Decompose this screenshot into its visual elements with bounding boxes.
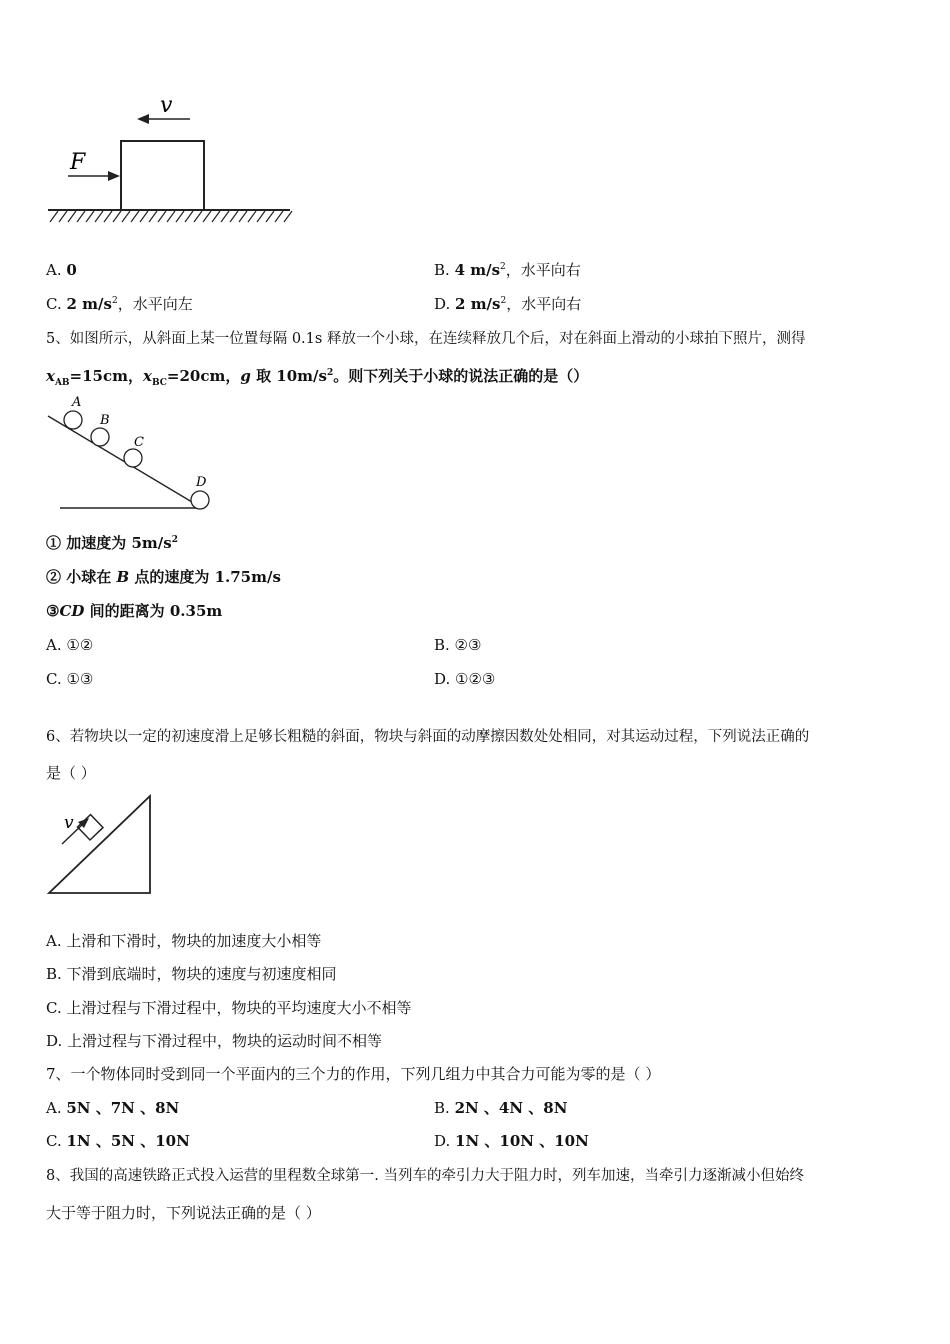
hatch-stroke: [59, 211, 67, 222]
q5-stem-line2: $x_{AB}=15cm$，$x_{BC}=20cm$，g 取 $10m/s^2$。则下列关于小球的说法正确的是（）: [46, 367, 589, 388]
q6-option-c: C. 上滑过程与下滑过程中，物块的平均速度大小不相等: [46, 999, 412, 1017]
q5-statement-3: ③CD 间的距离为 0.35m: [46, 602, 223, 620]
q7-option-c: C. 1N 、5N 、10N: [46, 1132, 190, 1150]
q8-stem-line1: 8、我国的高速铁路正式投入运营的里程数全球第一. 当列车的牵引力大于阻力时，列车加速，当牵引力逐渐减小但始终: [46, 1168, 804, 1184]
q5-option-d: D. ①②③: [434, 670, 496, 688]
q4-option-d: D. 2 $m/s^2$，水平向右: [434, 295, 582, 313]
q5-option-c: C. ①③: [46, 670, 94, 688]
hatch-stroke: [149, 211, 157, 222]
ball-a: [64, 411, 82, 429]
hatch-stroke: [86, 211, 94, 222]
ball-label-a: A: [72, 395, 82, 410]
q7-option-b: B. 2N 、4N 、8N: [434, 1099, 568, 1117]
hatch-stroke: [68, 211, 76, 222]
q6-stem-line1: 6、若物块以一定的初速度滑上足够长粗糙的斜面，物块与斜面的动摩擦因数处处相同，对其运动过程，下列说法正确的: [46, 729, 810, 745]
ball-d: [191, 491, 209, 509]
hatch-stroke: [203, 211, 211, 222]
small-block: [78, 815, 103, 840]
ground-hatching: [50, 211, 292, 222]
figure-incline-block: [40, 788, 170, 903]
hatch-stroke: [95, 211, 103, 222]
hatch-stroke: [131, 211, 139, 222]
q6-option-d: D. 上滑过程与下滑过程中，物块的运动时间不相等: [46, 1032, 383, 1050]
q4-option-c: C. 2 $m/s^2$，水平向左: [46, 295, 193, 313]
hatch-stroke: [113, 211, 121, 222]
q5-statement-1: ① 加速度为 $5m/s^2$: [46, 534, 178, 552]
hatch-stroke: [167, 211, 175, 222]
force-arrowhead: [108, 171, 120, 181]
figure-incline-balls: [40, 390, 230, 520]
hatch-stroke: [275, 211, 283, 222]
velocity-arrowhead: [137, 114, 149, 124]
hatch-stroke: [257, 211, 265, 222]
hatch-stroke: [284, 211, 292, 222]
hatch-stroke: [158, 211, 166, 222]
q5-stem-line1: 5、如图所示，从斜面上某一位置每隔 0.1s 释放一个小球，在连续释放几个后，对在斜面上滑动的小球拍下照片，测得: [46, 331, 806, 347]
hatch-stroke: [230, 211, 238, 222]
q7-stem: 7、一个物体同时受到同一个平面内的三个力的作用，下列几组力中其合力可能为零的是（ ）: [46, 1065, 661, 1083]
hatch-stroke: [248, 211, 256, 222]
hatch-stroke: [239, 211, 247, 222]
hatch-stroke: [185, 211, 193, 222]
figure-block-on-ground: [40, 90, 300, 230]
q6-stem-line2: 是（ ）: [46, 764, 96, 782]
hatch-stroke: [104, 211, 112, 222]
hatch-stroke: [140, 211, 148, 222]
hatch-stroke: [50, 211, 58, 222]
ball-label-b: B: [100, 413, 110, 428]
hatch-stroke: [194, 211, 202, 222]
q5-option-b: B. ②③: [434, 636, 482, 654]
incline-velocity-label: v: [64, 813, 74, 833]
incline-triangle: [49, 796, 150, 893]
hatch-stroke: [266, 211, 274, 222]
q7-option-a: A. 5N 、7N 、8N: [46, 1099, 180, 1117]
ball-c: [124, 449, 142, 467]
q4-option-a: A. 0: [46, 261, 77, 279]
hatch-stroke: [176, 211, 184, 222]
q8-stem-line2: 大于等于阻力时，下列说法正确的是（ ）: [46, 1204, 321, 1222]
velocity-label: v: [160, 93, 173, 118]
hatch-stroke: [122, 211, 130, 222]
ball-b: [91, 428, 109, 446]
force-label: F: [70, 150, 86, 175]
ball-label-c: C: [134, 435, 144, 450]
q6-option-a: A. 上滑和下滑时，物块的加速度大小相等: [46, 932, 322, 950]
hatch-stroke: [77, 211, 85, 222]
ball-label-d: D: [196, 475, 207, 490]
hatch-stroke: [212, 211, 220, 222]
q5-statement-2: ② 小球在 B 点的速度为 1.75m/s: [46, 568, 281, 586]
q4-option-b: B. 4 $m/s^2$，水平向右: [434, 261, 581, 279]
block: [121, 141, 204, 210]
hatch-stroke: [221, 211, 229, 222]
q6-option-b: B. 下滑到底端时，物块的速度与初速度相同: [46, 965, 337, 983]
q7-option-d: D. 1N 、10N 、10N: [434, 1132, 589, 1150]
q5-option-a: A. ①②: [46, 636, 94, 654]
